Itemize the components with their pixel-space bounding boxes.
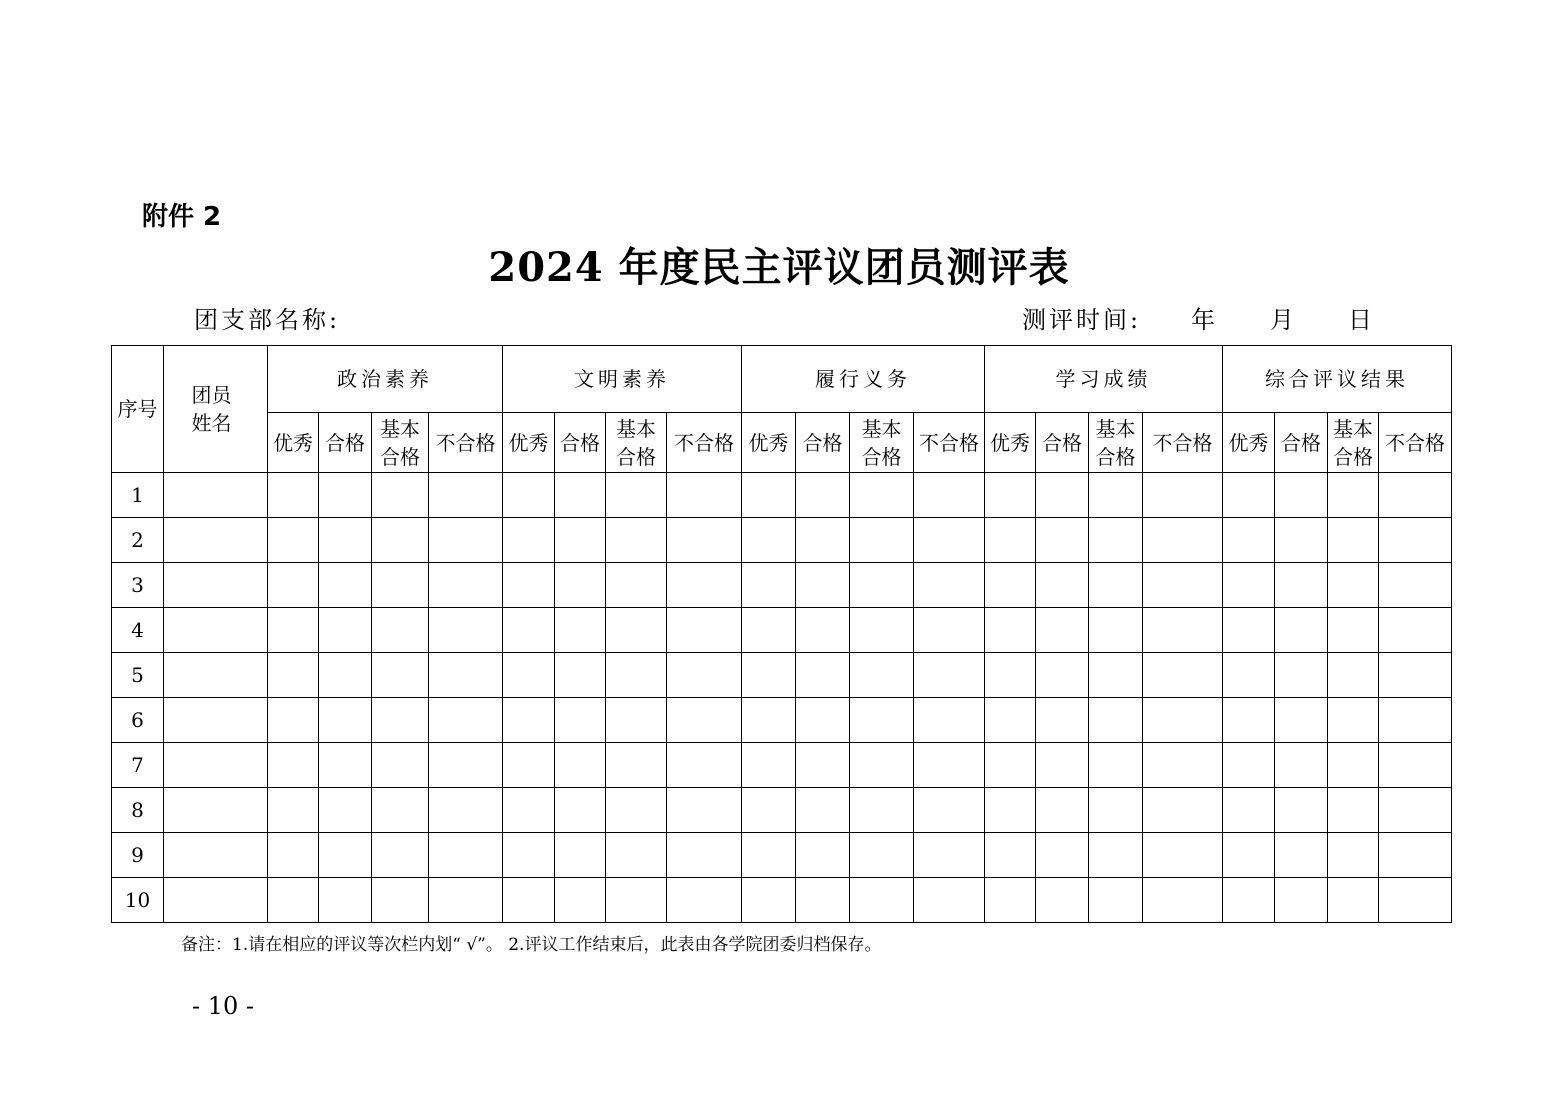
rating-cell[interactable] [429, 743, 503, 788]
header-sub-0-2 [372, 413, 429, 473]
rating-cell[interactable] [606, 563, 667, 608]
rating-cell[interactable] [1328, 563, 1379, 608]
rating-cell[interactable] [1223, 608, 1275, 653]
header-sub-0-3 [429, 413, 503, 473]
rating-cell[interactable] [914, 653, 985, 698]
rating-cell[interactable] [268, 653, 319, 698]
header-sub-label: 优秀 [1228, 430, 1269, 455]
rating-cell[interactable] [985, 518, 1036, 563]
rating-cell[interactable] [1328, 743, 1379, 788]
header-sub-2-3 [914, 413, 985, 473]
rating-cell[interactable] [796, 788, 850, 833]
rating-cell[interactable] [319, 788, 372, 833]
rating-cell[interactable] [1379, 608, 1452, 653]
rating-cell[interactable] [319, 653, 372, 698]
header-group-1: 文明素养 [503, 346, 742, 413]
rating-cell[interactable] [796, 743, 850, 788]
header-sub-label: 合格 [560, 430, 600, 455]
rating-cell[interactable] [667, 833, 742, 878]
header-sub-label: 不合格 [1152, 430, 1213, 455]
row-seq: 7 [112, 743, 164, 788]
header-sub-3-0 [985, 413, 1036, 473]
table-row [112, 563, 1452, 608]
row-seq: 6 [112, 698, 164, 743]
row-seq: 3 [112, 563, 164, 608]
rating-cell[interactable] [1089, 743, 1143, 788]
rating-cell[interactable] [914, 878, 985, 923]
header-sub-label: 不合格 [674, 430, 734, 455]
table-row [112, 653, 1452, 698]
rating-cell[interactable] [1328, 878, 1379, 923]
header-sub-label: 合格 [1281, 430, 1321, 455]
rating-cell[interactable] [555, 653, 606, 698]
header-sub-2-2 [850, 413, 914, 473]
header-sub-1-2 [606, 413, 667, 473]
rating-cell[interactable] [742, 563, 796, 608]
rating-cell[interactable] [1143, 608, 1223, 653]
rating-cell[interactable] [1223, 653, 1275, 698]
rating-cell[interactable] [1089, 653, 1143, 698]
rating-cell[interactable] [429, 473, 503, 518]
header-sub-label: 合格 [325, 430, 365, 455]
rating-cell[interactable] [1223, 788, 1275, 833]
rating-cell[interactable] [1143, 788, 1223, 833]
table-row [112, 833, 1452, 878]
rating-cell[interactable] [1328, 518, 1379, 563]
table-row [112, 743, 1452, 788]
rating-cell[interactable] [850, 653, 914, 698]
rating-cell[interactable] [1328, 608, 1379, 653]
rating-cell[interactable] [1143, 653, 1223, 698]
table-row [112, 878, 1452, 923]
rating-cell[interactable] [1036, 518, 1089, 563]
rating-cell[interactable] [985, 743, 1036, 788]
rating-cell[interactable] [985, 473, 1036, 518]
rating-cell[interactable] [850, 563, 914, 608]
rating-cell[interactable] [1036, 743, 1089, 788]
rating-cell[interactable] [555, 473, 606, 518]
member-name-cell[interactable] [164, 608, 268, 653]
rating-cell[interactable] [606, 788, 667, 833]
rating-cell[interactable] [667, 878, 742, 923]
rating-cell[interactable] [372, 518, 429, 563]
rating-cell[interactable] [667, 788, 742, 833]
rating-cell[interactable] [555, 518, 606, 563]
rating-cell[interactable] [606, 698, 667, 743]
row-seq: 8 [112, 788, 164, 833]
rating-cell[interactable] [1143, 473, 1223, 518]
table-row [112, 788, 1452, 833]
rating-cell[interactable] [914, 833, 985, 878]
rating-cell[interactable] [1223, 833, 1275, 878]
rating-cell[interactable] [268, 698, 319, 743]
rating-cell[interactable] [914, 563, 985, 608]
header-group-2: 履行义务 [742, 346, 985, 413]
header-sub-label: 合格 [1042, 430, 1082, 455]
rating-cell[interactable] [555, 833, 606, 878]
row-seq: 4 [112, 608, 164, 653]
page-title: 2024 年度民主评议团员测评表 [488, 244, 1070, 291]
row-seq: 9 [112, 833, 164, 878]
rating-cell[interactable] [742, 653, 796, 698]
header-sub-label: 基本合格 [861, 416, 902, 469]
rating-cell[interactable] [1223, 743, 1275, 788]
rating-cell[interactable] [429, 608, 503, 653]
rating-cell[interactable] [742, 608, 796, 653]
rating-cell[interactable] [372, 833, 429, 878]
rating-cell[interactable] [1036, 473, 1089, 518]
member-name-cell[interactable] [164, 743, 268, 788]
rating-cell[interactable] [606, 473, 667, 518]
rating-cell[interactable] [985, 878, 1036, 923]
rating-cell[interactable] [555, 743, 606, 788]
rating-cell[interactable] [1275, 653, 1328, 698]
header-group-3: 学习成绩 [985, 346, 1223, 413]
rating-cell[interactable] [606, 518, 667, 563]
rating-cell[interactable] [319, 833, 372, 878]
rating-cell[interactable] [1223, 878, 1275, 923]
rating-cell[interactable] [503, 473, 555, 518]
rating-cell[interactable] [1328, 833, 1379, 878]
rating-cell[interactable] [268, 473, 319, 518]
attachment-label: 附件 2 [142, 202, 222, 232]
header-sub-label: 优秀 [990, 430, 1030, 455]
rating-cell[interactable] [1275, 743, 1328, 788]
rating-cell[interactable] [555, 698, 606, 743]
member-name-cell[interactable] [164, 698, 268, 743]
header-sub-1-3 [667, 413, 742, 473]
rating-cell[interactable] [429, 653, 503, 698]
rating-cell[interactable] [914, 473, 985, 518]
table-row [112, 698, 1452, 743]
rating-cell[interactable] [850, 698, 914, 743]
rating-cell[interactable] [985, 653, 1036, 698]
rating-cell[interactable] [429, 833, 503, 878]
date-year-label: 年 [1191, 306, 1215, 334]
rating-cell[interactable] [1089, 698, 1143, 743]
rating-cell[interactable] [1223, 473, 1275, 518]
evaluation-time-label: 测评时间: [1022, 306, 1142, 334]
rating-cell[interactable] [606, 608, 667, 653]
rating-cell[interactable] [667, 698, 742, 743]
rating-cell[interactable] [268, 878, 319, 923]
branch-name-label: 团支部名称: [194, 306, 341, 334]
rating-cell[interactable] [503, 563, 555, 608]
remarks-note: 备注：1.请在相应的评议等次栏内划“ √”。 2.评议工作结束后，此表由各学院团委归档保存。 [181, 935, 882, 955]
rating-cell[interactable] [606, 878, 667, 923]
rating-cell[interactable] [1036, 788, 1089, 833]
page-number: - 10 - [192, 992, 255, 1020]
rating-cell[interactable] [1143, 518, 1223, 563]
rating-cell[interactable] [503, 698, 555, 743]
rating-cell[interactable] [1328, 653, 1379, 698]
rating-cell[interactable] [503, 878, 555, 923]
table-row [112, 473, 1452, 518]
header-sub-label: 优秀 [273, 430, 313, 455]
rating-cell[interactable] [1223, 518, 1275, 563]
row-seq: 1 [112, 473, 164, 518]
header-sub-2-0 [742, 413, 796, 473]
rating-cell[interactable] [914, 608, 985, 653]
rating-cell[interactable] [503, 743, 555, 788]
rating-cell[interactable] [1275, 518, 1328, 563]
rating-cell[interactable] [914, 698, 985, 743]
rating-cell[interactable] [1089, 518, 1143, 563]
rating-cell[interactable] [555, 563, 606, 608]
rating-cell[interactable] [372, 743, 429, 788]
rating-cell[interactable] [1328, 788, 1379, 833]
rating-cell[interactable] [268, 608, 319, 653]
rating-cell[interactable] [667, 473, 742, 518]
rating-cell[interactable] [1143, 878, 1223, 923]
member-name-cell[interactable] [164, 878, 268, 923]
rating-cell[interactable] [372, 698, 429, 743]
rating-cell[interactable] [985, 833, 1036, 878]
header-sub-4-3 [1379, 413, 1452, 473]
header-sub-label: 基本合格 [1333, 416, 1373, 469]
header-sub-label: 基本合格 [616, 416, 656, 469]
rating-cell[interactable] [372, 653, 429, 698]
rating-cell[interactable] [503, 608, 555, 653]
rating-cell[interactable] [850, 473, 914, 518]
rating-cell[interactable] [429, 563, 503, 608]
rating-cell[interactable] [268, 788, 319, 833]
rating-cell[interactable] [850, 878, 914, 923]
table-row [112, 518, 1452, 563]
header-sub-1-0 [503, 413, 555, 473]
rating-cell[interactable] [555, 878, 606, 923]
rating-cell[interactable] [1036, 698, 1089, 743]
rating-cell[interactable] [372, 473, 429, 518]
header-sub-4-0 [1223, 413, 1275, 473]
rating-cell[interactable] [1036, 833, 1089, 878]
rating-cell[interactable] [796, 653, 850, 698]
member-name-cell[interactable] [164, 563, 268, 608]
rating-cell[interactable] [606, 833, 667, 878]
rating-cell[interactable] [555, 788, 606, 833]
rating-cell[interactable] [372, 878, 429, 923]
rating-cell[interactable] [1089, 833, 1143, 878]
rating-cell[interactable] [985, 563, 1036, 608]
rating-cell[interactable] [268, 743, 319, 788]
rating-cell[interactable] [429, 878, 503, 923]
rating-cell[interactable] [268, 518, 319, 563]
rating-cell[interactable] [1036, 608, 1089, 653]
rating-cell[interactable] [319, 878, 372, 923]
rating-cell[interactable] [667, 743, 742, 788]
rating-cell[interactable] [742, 788, 796, 833]
rating-cell[interactable] [742, 878, 796, 923]
row-seq: 2 [112, 518, 164, 563]
evaluation-table [111, 345, 1452, 923]
rating-cell[interactable] [1089, 473, 1143, 518]
rating-cell[interactable] [1089, 878, 1143, 923]
rating-cell[interactable] [319, 743, 372, 788]
rating-cell[interactable] [1275, 473, 1328, 518]
rating-cell[interactable] [742, 473, 796, 518]
header-sub-2-1 [796, 413, 850, 473]
rating-cell[interactable] [850, 743, 914, 788]
rating-cell[interactable] [1328, 473, 1379, 518]
rating-cell[interactable] [1379, 698, 1452, 743]
rating-cell[interactable] [503, 833, 555, 878]
rating-cell[interactable] [796, 518, 850, 563]
rating-cell[interactable] [1143, 563, 1223, 608]
rating-cell[interactable] [796, 473, 850, 518]
header-sub-4-2 [1328, 413, 1379, 473]
header-sub-label: 不合格 [919, 430, 979, 455]
header-sub-1-1 [555, 413, 606, 473]
rating-cell[interactable] [319, 608, 372, 653]
rating-cell[interactable] [372, 788, 429, 833]
header-sub-0-1 [319, 413, 372, 473]
member-name-cell[interactable] [164, 653, 268, 698]
rating-cell[interactable] [1328, 698, 1379, 743]
rating-cell[interactable] [319, 698, 372, 743]
date-month-label: 月 [1270, 306, 1294, 334]
member-name-cell[interactable] [164, 788, 268, 833]
rating-cell[interactable] [914, 743, 985, 788]
rating-cell[interactable] [742, 743, 796, 788]
header-sub-3-3 [1143, 413, 1223, 473]
rating-cell[interactable] [742, 698, 796, 743]
rating-cell[interactable] [914, 518, 985, 563]
header-group-4: 综合评议结果 [1223, 346, 1452, 413]
rating-cell[interactable] [1275, 698, 1328, 743]
rating-cell[interactable] [667, 518, 742, 563]
rating-cell[interactable] [985, 698, 1036, 743]
rating-cell[interactable] [1223, 563, 1275, 608]
rating-cell[interactable] [319, 518, 372, 563]
rating-cell[interactable] [742, 518, 796, 563]
header-sub-0-0 [268, 413, 319, 473]
rating-cell[interactable] [1379, 653, 1452, 698]
rating-cell[interactable] [503, 788, 555, 833]
rating-cell[interactable] [606, 653, 667, 698]
rating-cell[interactable] [319, 473, 372, 518]
rating-cell[interactable] [850, 788, 914, 833]
rating-cell[interactable] [1379, 878, 1452, 923]
rating-cell[interactable] [850, 833, 914, 878]
header-member-name [164, 346, 268, 473]
rating-cell[interactable] [1275, 878, 1328, 923]
rating-cell[interactable] [1036, 653, 1089, 698]
rating-cell[interactable] [914, 788, 985, 833]
row-seq: 5 [112, 653, 164, 698]
rating-cell[interactable] [503, 653, 555, 698]
header-seq: 序号 [112, 346, 164, 473]
rating-cell[interactable] [796, 563, 850, 608]
header-member-name-label: 团员姓名 [191, 383, 232, 435]
rating-cell[interactable] [667, 563, 742, 608]
rating-cell[interactable] [796, 878, 850, 923]
header-sub-label: 合格 [802, 430, 843, 455]
rating-cell[interactable] [850, 608, 914, 653]
rating-cell[interactable] [268, 833, 319, 878]
rating-cell[interactable] [429, 698, 503, 743]
rating-cell[interactable] [1089, 563, 1143, 608]
rating-cell[interactable] [1275, 563, 1328, 608]
rating-cell[interactable] [429, 518, 503, 563]
rating-cell[interactable] [796, 608, 850, 653]
member-name-cell[interactable] [164, 518, 268, 563]
rating-cell[interactable] [667, 653, 742, 698]
rating-cell[interactable] [319, 563, 372, 608]
rating-cell[interactable] [1275, 788, 1328, 833]
header-sub-label: 不合格 [435, 430, 496, 455]
rating-cell[interactable] [1379, 518, 1452, 563]
rating-cell[interactable] [555, 608, 606, 653]
header-sub-3-1 [1036, 413, 1089, 473]
header-sub-label: 不合格 [1385, 430, 1445, 455]
rating-cell[interactable] [850, 518, 914, 563]
rating-cell[interactable] [1379, 473, 1452, 518]
date-day-label: 日 [1348, 306, 1372, 334]
rating-cell[interactable] [606, 743, 667, 788]
header-sub-label: 优秀 [748, 430, 789, 455]
rating-cell[interactable] [742, 833, 796, 878]
rating-cell[interactable] [1379, 743, 1452, 788]
row-seq: 10 [112, 878, 164, 923]
header-sub-4-1 [1275, 413, 1328, 473]
rating-cell[interactable] [1036, 563, 1089, 608]
rating-cell[interactable] [372, 608, 429, 653]
header-group-0: 政治素养 [268, 346, 503, 413]
rating-cell[interactable] [1223, 698, 1275, 743]
rating-cell[interactable] [667, 608, 742, 653]
rating-cell[interactable] [1143, 833, 1223, 878]
header-sub-3-2 [1089, 413, 1143, 473]
rating-cell[interactable] [1379, 833, 1452, 878]
rating-cell[interactable] [268, 563, 319, 608]
member-name-cell[interactable] [164, 473, 268, 518]
rating-cell[interactable] [372, 563, 429, 608]
rating-cell[interactable] [1379, 788, 1452, 833]
table-row [112, 608, 1452, 653]
rating-cell[interactable] [1036, 878, 1089, 923]
rating-cell[interactable] [1275, 833, 1328, 878]
rating-cell[interactable] [1275, 608, 1328, 653]
rating-cell[interactable] [1089, 608, 1143, 653]
header-sub-label: 优秀 [508, 430, 549, 455]
rating-cell[interactable] [1143, 698, 1223, 743]
rating-cell[interactable] [985, 608, 1036, 653]
rating-cell[interactable] [503, 518, 555, 563]
member-name-cell[interactable] [164, 833, 268, 878]
header-sub-label: 基本合格 [1095, 416, 1136, 469]
header-sub-label: 基本合格 [380, 416, 420, 469]
rating-cell[interactable] [796, 833, 850, 878]
rating-cell[interactable] [1143, 743, 1223, 788]
rating-cell[interactable] [1089, 788, 1143, 833]
rating-cell[interactable] [1379, 563, 1452, 608]
rating-cell[interactable] [429, 788, 503, 833]
rating-cell[interactable] [796, 698, 850, 743]
rating-cell[interactable] [985, 788, 1036, 833]
